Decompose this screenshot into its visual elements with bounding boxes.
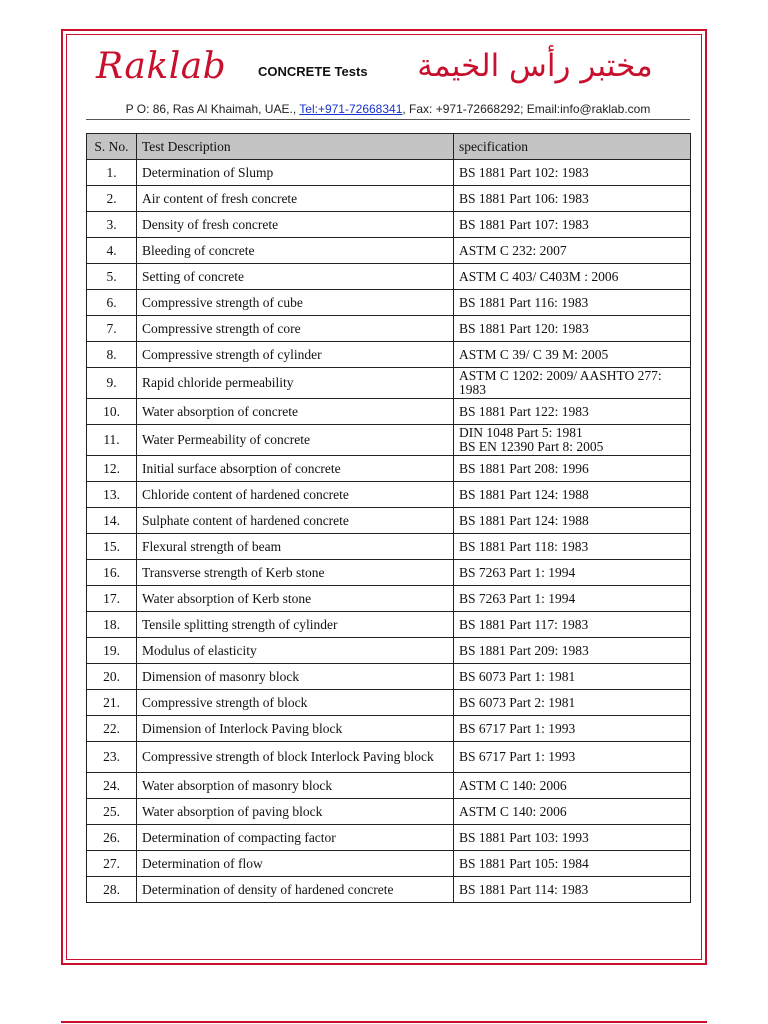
table-row xyxy=(87,851,691,877)
cell-sno: 10. xyxy=(87,399,137,425)
cell-sno: 7. xyxy=(87,316,137,342)
table-row xyxy=(87,212,691,238)
cell-sno: 2. xyxy=(87,186,137,212)
cell-description: Air content of fresh concrete xyxy=(137,186,454,212)
cell-sno: 13. xyxy=(87,482,137,508)
header-divider xyxy=(86,119,690,120)
table-row xyxy=(87,264,691,290)
cell-specification: BS 6073 Part 2: 1981 xyxy=(454,690,691,716)
table-row xyxy=(87,716,691,742)
cell-sno: 23. xyxy=(87,742,137,773)
cell-sno: 3. xyxy=(87,212,137,238)
cell-description: Determination of compacting factor xyxy=(137,825,454,851)
table-row xyxy=(87,425,691,456)
cell-sno: 14. xyxy=(87,508,137,534)
next-page-border xyxy=(61,1021,707,1023)
table-row xyxy=(87,742,691,773)
cell-specification: BS 1881 Part 124: 1988 xyxy=(454,482,691,508)
table-row xyxy=(87,508,691,534)
table-row xyxy=(87,799,691,825)
table-row xyxy=(87,664,691,690)
cell-specification: ASTM C 403/ C403M : 2006 xyxy=(454,264,691,290)
telephone-link[interactable]: Tel:+971-72668341 xyxy=(299,102,403,116)
cell-description: Determination of density of hardened concrete xyxy=(137,877,454,903)
cell-description: Determination of Slump xyxy=(137,160,454,186)
table-row xyxy=(87,290,691,316)
cell-description: Setting of concrete xyxy=(137,264,454,290)
cell-description: Initial surface absorption of concrete xyxy=(137,456,454,482)
cell-specification: BS 1881 Part 117: 1983 xyxy=(454,612,691,638)
cell-specification: ASTM C 232: 2007 xyxy=(454,238,691,264)
cell-sno: 26. xyxy=(87,825,137,851)
cell-description: Compressive strength of block xyxy=(137,690,454,716)
cell-sno: 9. xyxy=(87,368,137,399)
table-row xyxy=(87,586,691,612)
table-row xyxy=(87,316,691,342)
arabic-lab-name: مختبر رأس الخيمة xyxy=(417,48,653,84)
cell-description: Water absorption of Kerb stone xyxy=(137,586,454,612)
cell-sno: 8. xyxy=(87,342,137,368)
table-row xyxy=(87,560,691,586)
cell-sno: 11. xyxy=(87,425,137,456)
column-header-description: Test Description xyxy=(137,134,454,160)
cell-specification: BS 1881 Part 106: 1983 xyxy=(454,186,691,212)
cell-description: Transverse strength of Kerb stone xyxy=(137,560,454,586)
table-row xyxy=(87,368,691,399)
cell-sno: 28. xyxy=(87,877,137,903)
cell-sno: 24. xyxy=(87,773,137,799)
cell-description: Water absorption of masonry block xyxy=(137,773,454,799)
column-header-specification: specification xyxy=(454,134,691,160)
cell-description: Water Permeability of concrete xyxy=(137,425,454,456)
cell-specification: ASTM C 1202: 2009/ AASHTO 277: 1983 xyxy=(454,368,691,399)
cell-description: Flexural strength of beam xyxy=(137,534,454,560)
cell-sno: 1. xyxy=(87,160,137,186)
cell-specification: BS 1881 Part 124: 1988 xyxy=(454,508,691,534)
table-row xyxy=(87,186,691,212)
cell-sno: 12. xyxy=(87,456,137,482)
table-row xyxy=(87,482,691,508)
table-row xyxy=(87,238,691,264)
cell-sno: 22. xyxy=(87,716,137,742)
table-row xyxy=(87,399,691,425)
cell-description: Dimension of masonry block xyxy=(137,664,454,690)
cell-description: Modulus of elasticity xyxy=(137,638,454,664)
cell-description: Dimension of Interlock Paving block xyxy=(137,716,454,742)
cell-description: Density of fresh concrete xyxy=(137,212,454,238)
table-row xyxy=(87,877,691,903)
cell-sno: 5. xyxy=(87,264,137,290)
concrete-tests-table xyxy=(86,133,691,903)
contact-fax-email: , Fax: +971-72668292; Email:info@raklab.com xyxy=(402,102,651,116)
cell-description: Compressive strength of cube xyxy=(137,290,454,316)
cell-specification: BS 1881 Part 209: 1983 xyxy=(454,638,691,664)
cell-sno: 19. xyxy=(87,638,137,664)
cell-sno: 25. xyxy=(87,799,137,825)
cell-specification: BS 1881 Part 116: 1983 xyxy=(454,290,691,316)
cell-description: Determination of flow xyxy=(137,851,454,877)
cell-sno: 16. xyxy=(87,560,137,586)
cell-specification: BS 1881 Part 118: 1983 xyxy=(454,534,691,560)
cell-specification: BS 7263 Part 1: 1994 xyxy=(454,560,691,586)
table-row xyxy=(87,638,691,664)
cell-specification: BS 6073 Part 1: 1981 xyxy=(454,664,691,690)
cell-specification: BS 7263 Part 1: 1994 xyxy=(454,586,691,612)
cell-sno: 21. xyxy=(87,690,137,716)
cell-description: Water absorption of concrete xyxy=(137,399,454,425)
cell-specification: BS 6717 Part 1: 1993 xyxy=(454,716,691,742)
table-row xyxy=(87,160,691,186)
cell-specification: ASTM C 140: 2006 xyxy=(454,773,691,799)
cell-sno: 6. xyxy=(87,290,137,316)
cell-description: Compressive strength of block Interlock Paving block xyxy=(137,742,454,773)
cell-specification: BS 1881 Part 122: 1983 xyxy=(454,399,691,425)
cell-specification: BS 1881 Part 107: 1983 xyxy=(454,212,691,238)
cell-specification: BS 1881 Part 120: 1983 xyxy=(454,316,691,342)
table-header-row xyxy=(87,134,691,160)
cell-sno: 4. xyxy=(87,238,137,264)
cell-description: Tensile splitting strength of cylinder xyxy=(137,612,454,638)
cell-description: Rapid chloride permeability xyxy=(137,368,454,399)
table-row xyxy=(87,612,691,638)
cell-sno: 18. xyxy=(87,612,137,638)
cell-specification: BS 6717 Part 1: 1993 xyxy=(454,742,691,773)
column-header-sno: S. No. xyxy=(87,134,137,160)
table-row xyxy=(87,690,691,716)
table-row xyxy=(87,534,691,560)
cell-specification: DIN 1048 Part 5: 1981 BS EN 12390 Part 8: 2005 xyxy=(454,425,691,456)
cell-specification: BS 1881 Part 103: 1993 xyxy=(454,825,691,851)
cell-sno: 17. xyxy=(87,586,137,612)
table-row xyxy=(87,773,691,799)
cell-sno: 15. xyxy=(87,534,137,560)
cell-specification: BS 1881 Part 102: 1983 xyxy=(454,160,691,186)
table-row xyxy=(87,342,691,368)
cell-description: Water absorption of paving block xyxy=(137,799,454,825)
cell-sno: 20. xyxy=(87,664,137,690)
cell-specification: BS 1881 Part 208: 1996 xyxy=(454,456,691,482)
table-row xyxy=(87,825,691,851)
cell-sno: 27. xyxy=(87,851,137,877)
cell-specification: BS 1881 Part 105: 1984 xyxy=(454,851,691,877)
cell-specification: ASTM C 140: 2006 xyxy=(454,799,691,825)
document-title: CONCRETE Tests xyxy=(258,64,368,79)
raklab-logo: Raklab xyxy=(96,46,227,87)
cell-description: Compressive strength of core xyxy=(137,316,454,342)
contact-line xyxy=(86,102,690,116)
cell-specification: ASTM C 39/ C 39 M: 2005 xyxy=(454,342,691,368)
cell-description: Bleeding of concrete xyxy=(137,238,454,264)
cell-description: Sulphate content of hardened concrete xyxy=(137,508,454,534)
contact-address: P O: 86, Ras Al Khaimah, UAE., xyxy=(125,102,300,116)
cell-description: Compressive strength of cylinder xyxy=(137,342,454,368)
table-row xyxy=(87,456,691,482)
cell-specification: BS 1881 Part 114: 1983 xyxy=(454,877,691,903)
cell-description: Chloride content of hardened concrete xyxy=(137,482,454,508)
